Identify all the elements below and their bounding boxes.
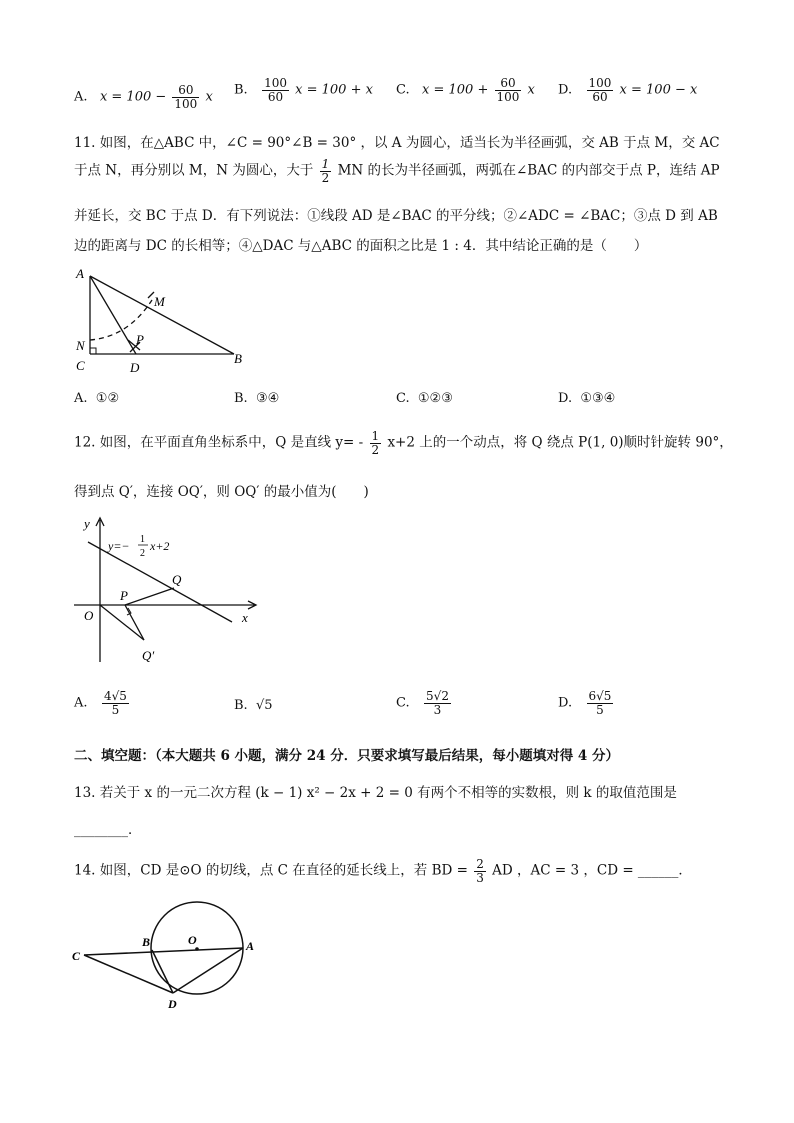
- q11-label-d: D: [130, 360, 140, 375]
- q12-eq-num: 1: [140, 534, 145, 545]
- q11-option-b: B. ③④: [234, 391, 280, 406]
- q12-segment-oqp: [100, 605, 144, 640]
- q10-option-a: A. x = 100 − $\frac{60}{100}$ x: [74, 83, 213, 111]
- q14-center-point: [195, 947, 199, 951]
- q10-option-d: D. $\frac{100}{60}$ x = 100 − x: [558, 76, 698, 104]
- q12-eq-pre: y=−: [108, 539, 130, 553]
- q12-segment-pq: [125, 588, 174, 605]
- q11-label-n: N: [76, 338, 85, 353]
- q12-option-d: D. $\frac{6√5}{5}$: [558, 689, 612, 717]
- q12-eq-den: 2: [140, 548, 145, 559]
- q12-label-o: O: [84, 608, 94, 623]
- q14-chord-ad: [173, 948, 243, 993]
- q11-side-ab: [90, 276, 234, 354]
- q14-label-c: C: [72, 949, 81, 963]
- q11-label-b: B: [234, 351, 242, 366]
- q11-segment-ad: [90, 276, 136, 354]
- q12-label-q: Q: [172, 572, 182, 587]
- q12-segment-pqp: [125, 605, 144, 640]
- q10-option-c: C. x = 100 + $\frac{60}{100}$ x: [396, 76, 535, 104]
- q14-text: 14. 如图，CD 是⊙O 的切线，点 C 在直径的延长线上，若 BD = $\frac{2}{3}$ AD ，AC = 3 ，CD = ______．: [74, 857, 692, 885]
- q12-option-c: C. $\frac{5√2}{3}$: [396, 689, 449, 717]
- q14-label-b: B: [142, 935, 151, 949]
- q11-triangle-figure: [70, 262, 260, 380]
- q14-line-ca: [84, 948, 243, 955]
- q12-coordinate-figure: [70, 512, 270, 672]
- q10-option-b: B. $\frac{100}{60}$ x = 100 + x: [234, 76, 373, 104]
- q14-label-d: D: [168, 997, 177, 1010]
- q12-option-b: B. √5: [234, 698, 273, 713]
- q14-circle-figure: [70, 898, 270, 1010]
- q12-label-p: P: [120, 588, 128, 603]
- q11-label-a: A: [76, 266, 84, 281]
- q11-line-2: 于点 N，再分别以 M，N 为圆心，大于 $\frac{1}{2}$ MN 的长为半径画弧，两弧在∠BAC 的内部交于点 P，连结 AP: [74, 157, 720, 185]
- q11-right-angle-mark: [90, 348, 96, 354]
- q12-eq-post: x+2: [150, 539, 170, 553]
- q11-label-c: C: [76, 358, 85, 373]
- q11-label-m: M: [154, 294, 165, 309]
- q12-line-1: 12. 如图，在平面直角坐标系中，Q 是直线 y= - $\frac{1}{2}$ x+2 上的一个动点，将 Q 绕点 P(1, 0)顺时针旋转 90°，: [74, 429, 733, 457]
- q12-line-l: [88, 542, 232, 622]
- q12-label-x: x: [242, 610, 248, 625]
- q13-line-1: 13. 若关于 x 的一元二次方程 (k − 1) x² − 2x + 2 = 0 有两个不相等的实数根，则 k 的取值范围是: [74, 785, 677, 801]
- q11-option-a: A. ①②: [74, 391, 120, 406]
- q14-label-a: A: [246, 939, 255, 953]
- q13-answer-blank: ________．: [74, 822, 142, 838]
- q12-line-2: 得到点 Q′，连接 OQ′，则 OQ′ 的最小值为( ): [74, 484, 369, 500]
- q14-label-o: O: [188, 933, 197, 947]
- q12-label-qp: Q′: [142, 648, 155, 663]
- q14-chord-bd: [152, 950, 173, 993]
- q11-option-c: C. ①②③: [396, 391, 453, 406]
- q11-line-1: 11. 如图，在△ABC 中，∠C = 90°∠B = 30° ，以 A 为圆心，适当长为半径画弧，交 AB 于点 M，交 AC: [74, 135, 720, 151]
- q12-label-y: y: [84, 516, 90, 531]
- section-2-heading: 二、填空题：（本大题共 6 小题，满分 24 分．只要求填写最后结果，每小题填对得 4 分）: [74, 748, 620, 764]
- q11-label-p: P: [136, 332, 144, 347]
- q11-line-4: 边的距离与 DC 的长相等；④△DAC 与△ABC 的面积之比是 1 : 4．其中结论正确的是（ ）: [74, 238, 648, 254]
- q12-option-a: A. $\frac{4√5}{5}$: [74, 689, 127, 717]
- q11-option-d: D. ①③④: [558, 391, 616, 406]
- q11-line-3: 并延长，交 BC 于点 D．有下列说法：①线段 AD 是∠BAC 的平分线；②∠ADC = ∠BAC；③点 D 到 AB: [74, 208, 718, 224]
